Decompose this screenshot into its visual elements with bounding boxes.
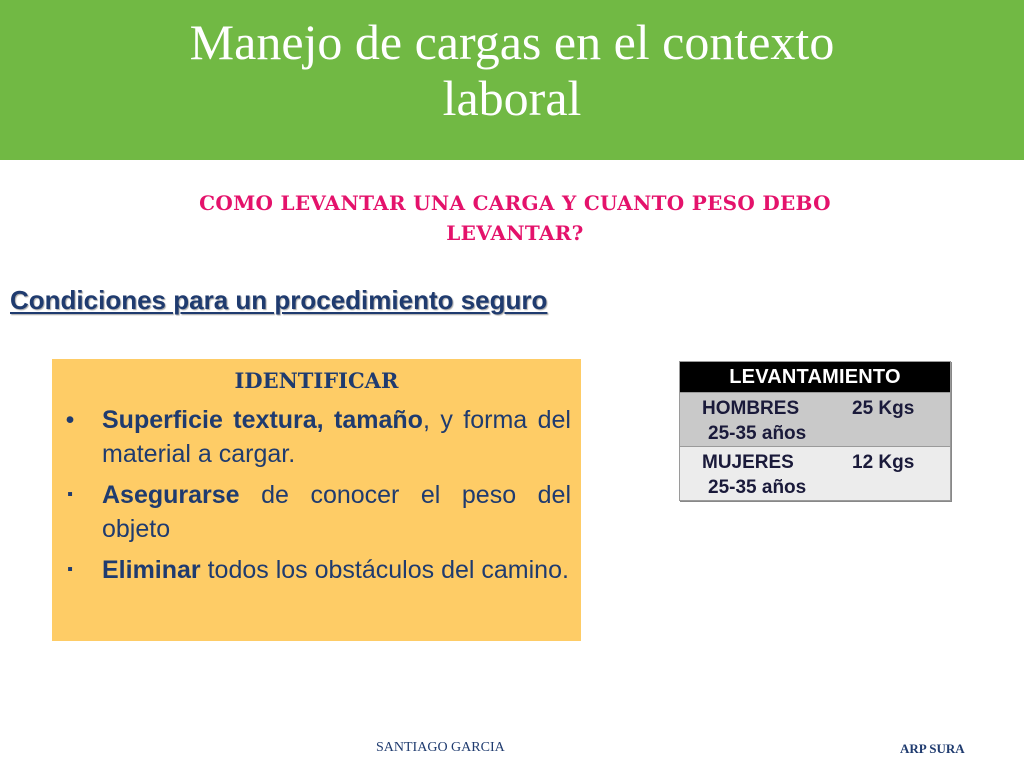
slide-title (60, 14, 964, 126)
weight-value: 25 Kgs (852, 398, 915, 419)
gender-label: MUJERES (702, 452, 794, 473)
table-cell (680, 447, 951, 501)
slide-subtitle (110, 188, 920, 248)
age-range: 25-35 años (708, 477, 807, 498)
identify-box (52, 359, 581, 641)
bullet-dot-icon: • (65, 406, 75, 434)
title-bar (0, 0, 1024, 160)
bullet-square-icon: ▪ (67, 486, 73, 503)
footer-author: SANTIAGO GARCIA (376, 740, 505, 755)
table-row (680, 393, 951, 447)
list-item (52, 403, 581, 471)
table-row (680, 447, 951, 501)
lifting-table-header: LEVANTAMIENTO (680, 362, 951, 393)
gender-label: HOMBRES (702, 398, 800, 419)
identify-list (52, 403, 581, 594)
list-item-text: todos los obstáculos del camino. (200, 556, 569, 584)
identify-heading: IDENTIFICAR (234, 368, 399, 393)
weight-value: 12 Kgs (852, 452, 915, 473)
table-cell (680, 393, 951, 447)
list-item (52, 553, 581, 587)
age-range: 25-35 años (708, 423, 807, 444)
list-item-bold: Asegurarse (102, 481, 240, 509)
list-item-text: de conocer el peso del objeto (102, 481, 571, 543)
slide-subtitle-line-2: LEVANTAR? (446, 221, 584, 245)
list-item-text: , y forma del material a cargar. (102, 406, 571, 468)
list-item-bold: Eliminar (102, 556, 201, 584)
list-item (52, 478, 581, 546)
lifting-table (679, 361, 951, 501)
footer-organization: ARP SURA (900, 741, 965, 756)
bullet-square-icon: ▪ (67, 561, 73, 578)
slide-title-line-1: Manejo de cargas en el contexto (189, 14, 835, 70)
slide-subtitle-line-1: COMO LEVANTAR UNA CARGA Y CUANTO PESO DEBO (199, 191, 831, 215)
slide-title-line-2: laboral (442, 70, 582, 126)
section-heading: Condiciones para un procedimiento seguro (10, 285, 548, 315)
list-item-bold: Superficie textura, tamaño (102, 406, 423, 434)
